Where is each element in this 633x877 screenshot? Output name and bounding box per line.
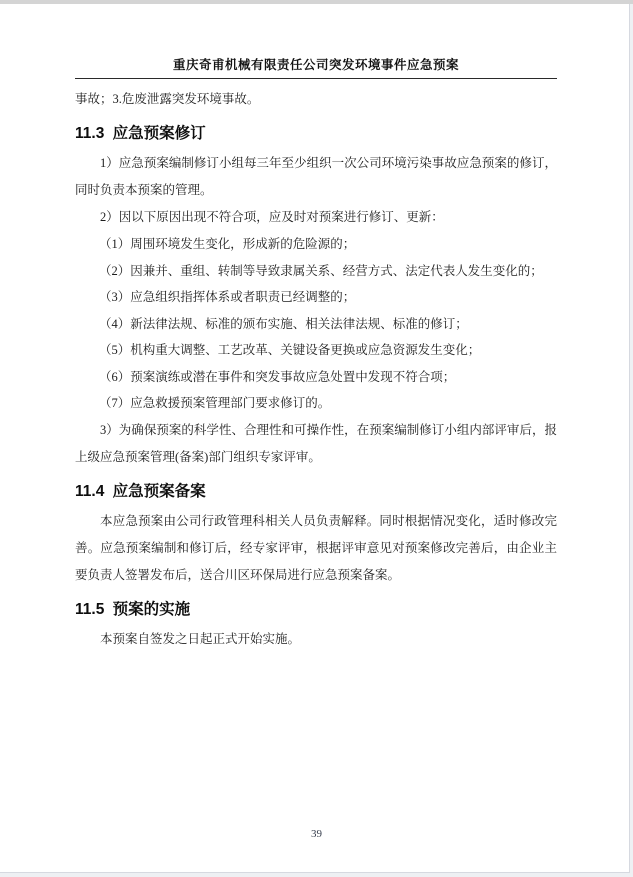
revision-item: （2）因兼并、重组、转制等导致隶属关系、经营方式、法定代表人发生变化的； [99, 263, 543, 278]
revision-item: （5）机构重大调整、工艺改革、关键设备更换或应急资源发生变化； [99, 343, 481, 357]
document-page [0, 4, 630, 873]
intro-paragraph: 事故；3.危废泄露突发环境事故。 [75, 92, 260, 106]
paragraph-revision-reasons: 2）因以下原因出现不符合项，应及时对预案进行修订、更新： [100, 210, 444, 224]
revision-items-list [75, 231, 557, 417]
revision-item: （4）新法律法规、标准的颁布实施、相关法律法规、标准的修订； [99, 316, 468, 331]
page-number: 39 [311, 828, 322, 840]
paragraph-implementation: 本预案自签发之日起正式开始实施。 [100, 631, 301, 646]
paragraph-expert-review: 3）为确保预案的科学性、合理性和可操作性，在预案编制修订小组内部评审后，报上级应急预案管理(备案)部门组织专家评审。 [75, 422, 557, 464]
section-heading-11-3: 11.3 应急预案修订 [75, 125, 206, 142]
section-heading-11-4: 11.4 应急预案备案 [75, 482, 206, 500]
revision-item: （6）预案演练或潜在事件和突发事故应急处置中发现不符合项； [99, 369, 456, 384]
page-header-title: 重庆奇甫机械有限责任公司突发环境事件应急预案 [75, 4, 557, 79]
section-heading-11-5: 11.5 预案的实施 [75, 600, 191, 618]
paragraph-revision-team: 1）应急预案编制修订小组每三年至少组织一次公司环境污染事故应急预案的修订，同时负责本预案的管理。 [75, 156, 557, 197]
revision-item: （1）周围环境发生变化，形成新的危险源的； [99, 237, 356, 251]
revision-item: （7）应急救援预案管理部门要求修订的。 [99, 396, 331, 410]
viewer-top-edge [0, 0, 633, 4]
paragraph-filing: 本应急预案由公司行政管理科相关人员负责解释。同时根据情况变化，适时修改完善。应急预案编制和修订后，经专家评审，根据评审意见对预案修改完善后，由企业主要负责人签署发布后，送合川区环保局进行应急预案备案。 [75, 513, 557, 582]
revision-item: （3）应急组织指挥体系或者职责已经调整的； [99, 290, 356, 304]
page-content [75, 4, 557, 653]
